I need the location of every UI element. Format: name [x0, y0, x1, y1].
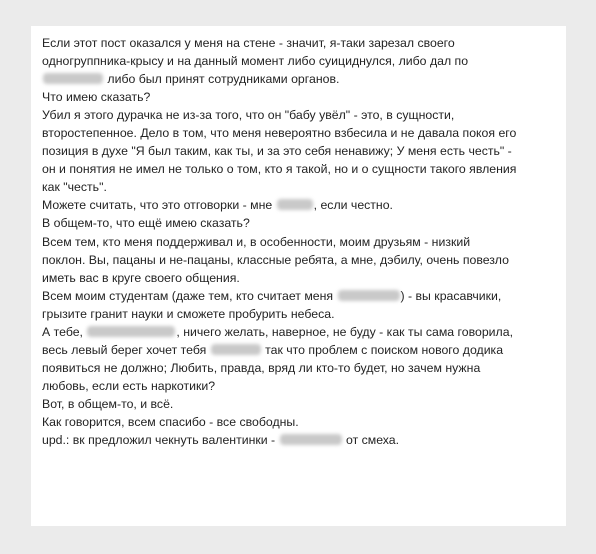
- redacted-word: [211, 344, 261, 355]
- post-text-span: любовь, если есть наркотики?: [42, 378, 216, 393]
- redacted-word: [280, 434, 342, 445]
- post-text-span: как "честь".: [42, 180, 107, 195]
- post-line-4: [42, 88, 560, 106]
- post-text-span: весь левый берег хочет тебя: [42, 342, 210, 357]
- post-line-2: [42, 52, 560, 70]
- post-line-7: [42, 142, 560, 160]
- post-text: [42, 34, 560, 449]
- post-line-3: [42, 70, 560, 88]
- post-line-13: [42, 251, 560, 269]
- post-line-19: [42, 359, 560, 377]
- post-line-8: [42, 160, 560, 178]
- redacted-word: [338, 290, 400, 301]
- post-text-span: появиться не должно; Любить, правда, вряд ли кто-то будет, но зачем нужна: [42, 360, 481, 375]
- post-text-span: Вот, в общем-то, и всё.: [42, 396, 174, 411]
- post-text-span: поклон. Вы, пацаны и не-пацаны, классные ребята, а мне, дэбилу, очень повезло: [42, 252, 509, 267]
- post-text-span: ) - вы красавчики,: [400, 288, 502, 303]
- post-text-span: Убил я этого дурачка не из-за того, что он "бабу увёл" - это, в сущности,: [42, 108, 455, 123]
- redacted-word: [277, 199, 313, 210]
- post-line-9: [42, 178, 560, 196]
- post-card: [31, 26, 566, 526]
- post-text-span: от смеха.: [342, 433, 400, 448]
- post-text-span: , ничего желать, наверное, не буду - как ты сама говорила,: [176, 324, 513, 339]
- post-text-span: Можете считать, что это отговорки - мне: [42, 198, 276, 213]
- post-line-23: [42, 431, 560, 449]
- post-text-span: Как говорится, всем спасибо - все свободны.: [42, 414, 299, 429]
- post-line-22: [42, 413, 560, 431]
- post-line-5: [42, 106, 560, 124]
- post-line-17: [42, 323, 560, 341]
- post-line-16: [42, 305, 560, 323]
- post-line-21: [42, 395, 560, 413]
- post-text-span: А тебе,: [42, 324, 87, 339]
- post-text-span: В общем-то, что ещё имею сказать?: [42, 216, 250, 231]
- post-line-10: [42, 196, 560, 214]
- post-text-span: либо был принят сотрудниками органов.: [104, 72, 340, 87]
- post-line-20: [42, 377, 560, 395]
- post-text-span: Что имею сказать?: [42, 90, 151, 105]
- redacted-word: [43, 73, 103, 84]
- post-text-span: Если этот пост оказался у меня на стене - значит, я-таки зарезал своего: [42, 36, 455, 50]
- redacted-word: [87, 326, 175, 337]
- post-line-18: [42, 341, 560, 359]
- post-text-span: иметь вас в круге своего общения.: [42, 270, 240, 285]
- post-text-span: второстепенное. Дело в том, что меня невероятно взбесила и не давала покоя его: [42, 126, 517, 141]
- post-text-span: upd.: вк предложил чекнуть валентинки -: [42, 433, 279, 448]
- post-text-span: , если честно.: [313, 198, 393, 213]
- post-line-14: [42, 269, 560, 287]
- post-text-span: грызите гранит науки и сможете пробурить небеса.: [42, 306, 335, 321]
- post-line-12: [42, 233, 560, 251]
- post-text-span: так что проблем с поиском нового додика: [261, 342, 504, 357]
- post-text-span: Всем тем, кто меня поддерживал и, в особенности, моим друзьям - низкий: [42, 234, 471, 249]
- post-text-span: позиция в духе "Я был таким, как ты, и за это себя ненавижу; У меня есть честь" -: [42, 144, 512, 159]
- post-text-span: Всем моим студентам (даже тем, кто считает меня: [42, 288, 337, 303]
- post-text-span: он и понятия не имел не только о том, кто я такой, но и о сущности такого явления: [42, 162, 517, 177]
- post-line-15: [42, 287, 560, 305]
- post-line-6: [42, 124, 560, 142]
- post-text-span: одногруппника-крысу и на данный момент либо суициднулся, либо дал по: [42, 54, 469, 69]
- post-line-1: [42, 34, 560, 52]
- post-line-11: [42, 214, 560, 232]
